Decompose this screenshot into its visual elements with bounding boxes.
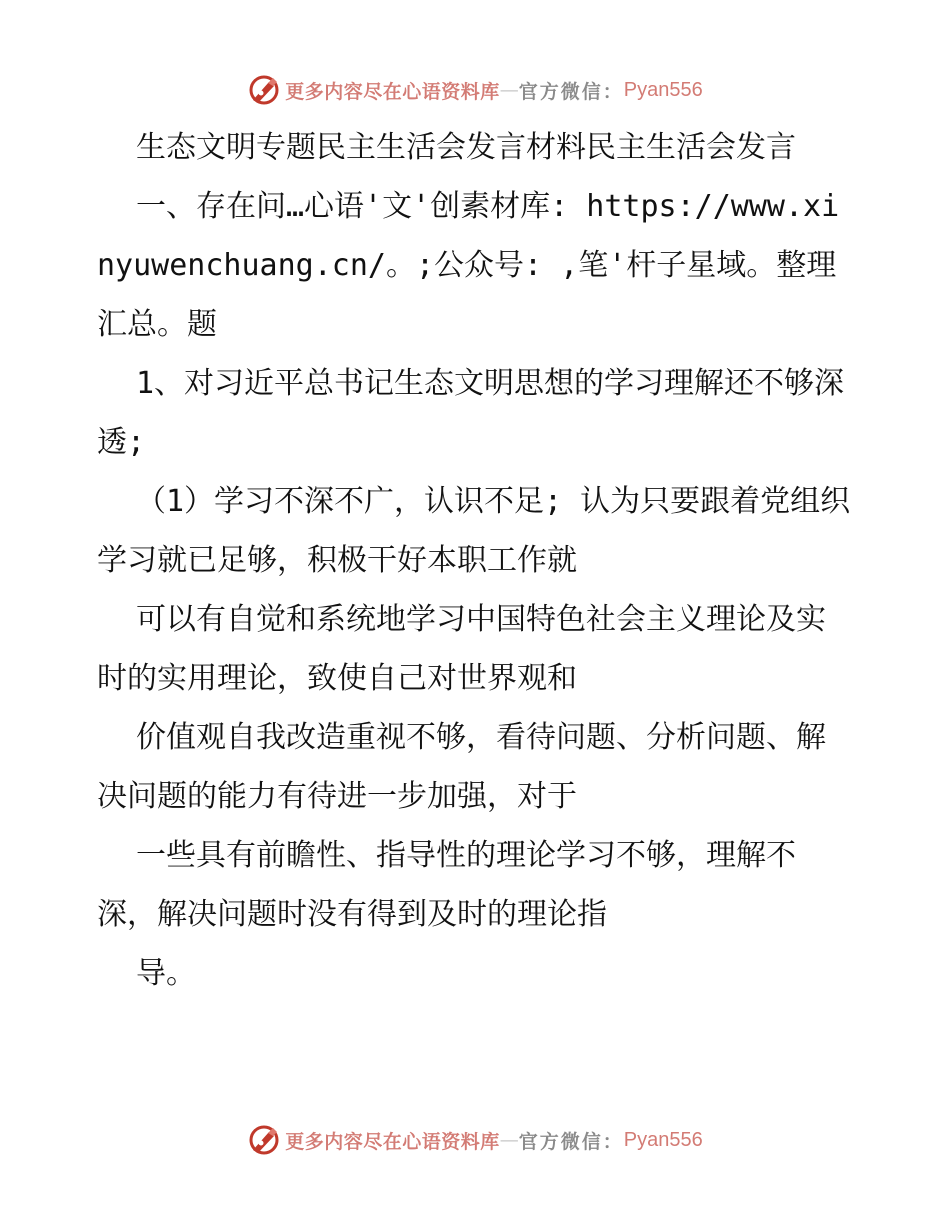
paragraph: 导。 [136,956,196,991]
paragraph: （1）学习不深不广，认识不足; 认为只要跟着党组织学习就已足够，积极干好本职工作就 [97,484,851,578]
watermark-dash: — [499,79,519,101]
watermark-label: 官方微信： [518,80,624,103]
watermark-banner-bottom [0,1120,950,1160]
pen-logo-icon [247,1123,281,1157]
watermark-dash: — [499,1129,519,1151]
document-body [97,118,853,1003]
paragraph: 价值观自我改造重视不够，看待问题、分析问题、解决问题的能力有待进一步加强，对于 [97,720,826,814]
watermark-main-text: 更多内容尽在心语资料库 [285,80,500,103]
watermark-label: 官方微信： [518,1130,624,1153]
paragraph: 1、对习近平总书记生态文明思想的学习理解还不够深透; [97,366,845,460]
watermark-wechat-id: Pyan556 [623,1128,703,1151]
document-title: 生态文明专题民主生活会发言材料民主生活会发言 [136,130,796,165]
watermark-banner-top [0,70,950,110]
pen-logo-icon [247,73,281,107]
watermark-wechat-id: Pyan556 [623,78,703,101]
paragraph: 一些具有前瞻性、指导性的理论学习不够，理解不深，解决问题时没有得到及时的理论指 [97,838,796,932]
paragraph: 可以有自觉和系统地学习中国特色社会主义理论及实时的实用理论，致使自己对世界观和 [97,602,826,696]
watermark-main-text: 更多内容尽在心语资料库 [285,1130,500,1153]
paragraph: 一、存在问…心语'文'创素材库: https://www.xinyuwenchuang.cn/。;公众号: ,笔'杆子星域。整理汇总。题 [97,189,840,342]
